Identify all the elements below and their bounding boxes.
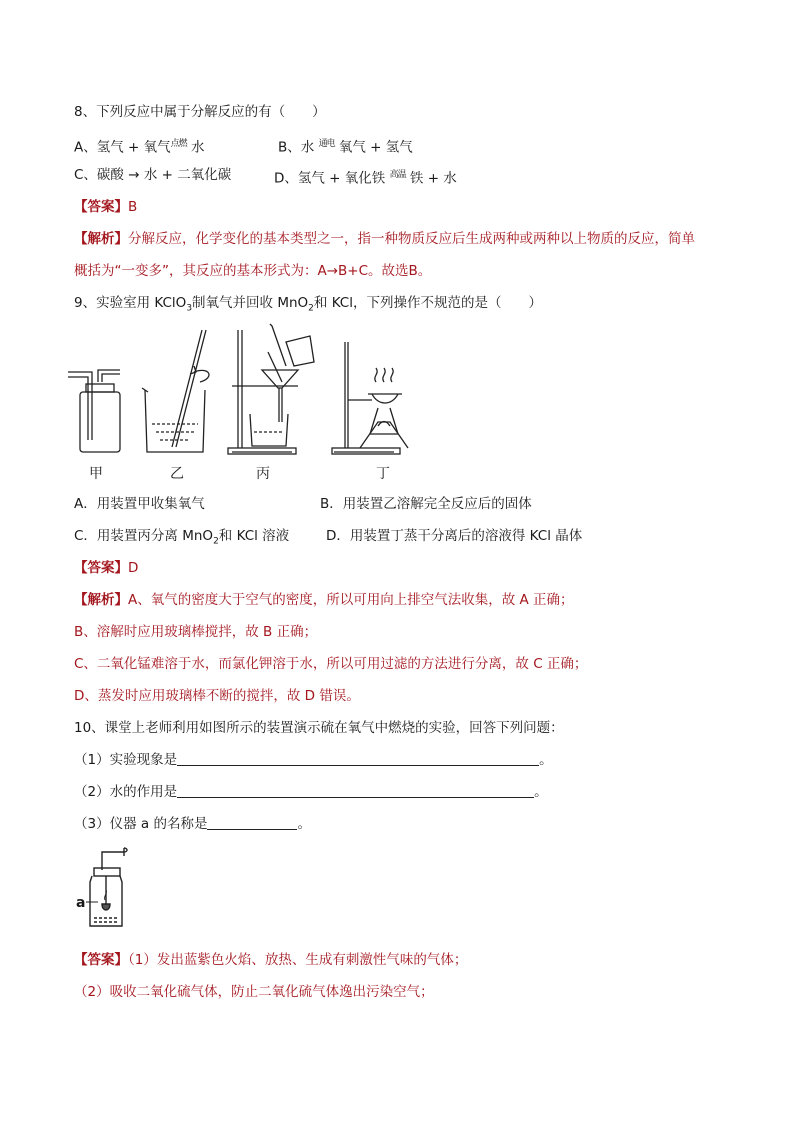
q9-stem-part2: 制氧气并回收 MnO — [192, 295, 309, 311]
analysis-text: 分解反应，化学变化的基本类型之一，指一种物质反应后生成两种或两种以上物质的反应，简单 — [128, 231, 695, 247]
answer-blank-1[interactable] — [177, 751, 539, 766]
q10-part3 — [74, 815, 311, 833]
q9-stem-sub1: 3 — [186, 303, 193, 314]
analysis-tag: 【解析】 — [74, 231, 128, 247]
q9-c-part2: 和 KCl 溶液 — [218, 528, 290, 544]
q10-sulfur-combustion-figure — [72, 842, 152, 932]
answer-value: D — [128, 560, 139, 576]
q8-option-b — [278, 135, 413, 157]
q8-b-text: B、水 — [278, 139, 319, 156]
answer-tag: 【答案】 — [74, 952, 128, 968]
apparatus-jia — [68, 370, 120, 452]
q9-option-a: A．用装置甲收集氧气 — [74, 496, 205, 512]
answer-value: B — [128, 199, 138, 215]
apparatus-ding — [332, 342, 408, 454]
label-yi: 乙 — [170, 466, 184, 482]
q8-a-text: A、氢气 + 氧气 — [74, 139, 171, 156]
apparatus-bing — [228, 324, 314, 454]
q8-stem: 8、下列反应中属于分解反应的有（ ） — [74, 104, 326, 120]
q10-answer-1 — [74, 951, 467, 969]
q8-b-product: 氧气 + 氢气 — [334, 139, 413, 156]
q9-c-sub: 2 — [213, 536, 219, 547]
answer-text: （1）发出蓝紫色火焰、放热、生成有刺激性气味的气体； — [128, 952, 468, 968]
q8-b-condition: 通电 — [318, 139, 335, 149]
answer-blank-2[interactable] — [177, 783, 534, 798]
analysis-text: A、氧气的密度大于空气的密度，所以可用向上排空气法收集，故 A 正确； — [128, 592, 574, 608]
q9-option-b: B．用装置乙溶解完全反应后的固体 — [320, 496, 532, 512]
answer-tag: 【答案】 — [74, 560, 128, 576]
period: 。 — [297, 816, 311, 832]
q9-stem-part3: 和 KCl，下列操作不规范的是（ ） — [313, 295, 542, 311]
q10-part1 — [74, 751, 553, 769]
q10-stem: 10、课堂上老师利用如图所示的装置演示硫在氧气中燃烧的实验，回答下列问题： — [74, 720, 564, 736]
q8-a-condition: 点燃 — [170, 139, 187, 149]
period: 。 — [539, 752, 553, 768]
q8-analysis-2: 概括为“一变多”，其反应的基本形式为：A→B+C。故选B。 — [74, 263, 432, 279]
q8-option-a — [74, 135, 204, 157]
q8-d-text: D、氢气 + 氧化铁 — [274, 170, 390, 187]
answer-blank-3[interactable] — [207, 815, 297, 830]
label-ding: 丁 — [376, 466, 390, 482]
q9-option-d: D．用装置丁蒸干分离后的溶液得 KCl 晶体 — [326, 528, 583, 544]
q9-stem — [74, 294, 542, 318]
q9-stem-part1: 9、实验室用 KClO — [74, 295, 187, 311]
answer-tag: 【答案】 — [74, 199, 128, 215]
q8-option-d — [274, 166, 457, 188]
label-bing: 丙 — [256, 466, 270, 482]
q10-answer-2: （2）吸收二氧化硫气体，防止二氧化硫气体逸出污染空气； — [74, 984, 434, 1000]
q9-answer — [74, 559, 138, 577]
q9-stem-sub2: 2 — [308, 303, 314, 314]
period: 。 — [534, 784, 548, 800]
q8-d-condition: 高温 — [389, 170, 406, 180]
apparatus-yi — [142, 330, 209, 452]
q10-part3-text: （3）仪器 a 的名称是 — [74, 816, 208, 832]
label-jia: 甲 — [89, 466, 103, 482]
q9-analysis-2: B、溶解时应用玻璃棒搅拌，故 B 正确； — [74, 624, 318, 640]
q8-d-product: 铁 + 水 — [405, 170, 457, 187]
q8-option-c: C、碳酸 → 水 + 二氧化碳 — [74, 167, 232, 183]
q10-part2-text: （2）水的作用是 — [74, 784, 178, 800]
q9-option-c — [74, 527, 289, 551]
analysis-tag: 【解析】 — [74, 592, 128, 608]
q9-analysis-3: C、二氧化锰难溶于水，而氯化钾溶于水，所以可用过滤的方法进行分离，故 C 正确； — [74, 656, 588, 672]
q9-analysis-4: D、蒸发时应用玻璃棒不断的搅拌，故 D 错误。 — [74, 688, 360, 704]
q9-apparatus-figure — [60, 322, 420, 456]
q8-answer — [74, 198, 137, 216]
q9-c-part1: C．用装置丙分离 MnO — [74, 528, 214, 544]
q8-analysis-1 — [74, 230, 695, 248]
q8-a-product: 水 — [186, 139, 205, 156]
fig-label-a: a — [76, 895, 86, 911]
q10-part2 — [74, 783, 548, 801]
q9-analysis-1 — [74, 591, 574, 609]
q10-part1-text: （1）实验现象是 — [74, 752, 178, 768]
